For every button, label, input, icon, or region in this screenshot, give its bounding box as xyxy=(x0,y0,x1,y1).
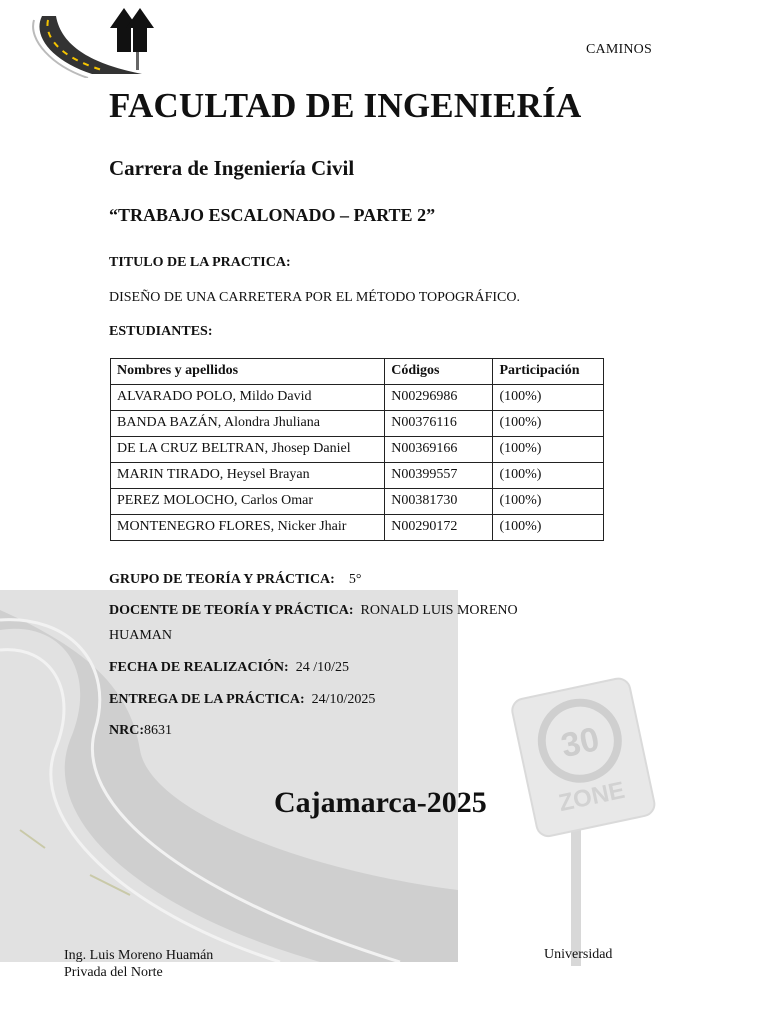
faculty-title: FACULTAD DE INGENIERÍA xyxy=(109,86,582,125)
delivery-line xyxy=(109,692,375,708)
student-code: N00381730 xyxy=(385,489,493,515)
student-name: ALVARADO POLO, Mildo David xyxy=(111,385,385,411)
student-name: PEREZ MOLOCHO, Carlos Omar xyxy=(111,489,385,515)
date-label: FECHA DE REALIZACIÓN: xyxy=(109,660,289,675)
table-row xyxy=(111,411,604,437)
table-header-row xyxy=(111,359,604,385)
student-participation: (100%) xyxy=(493,489,604,515)
student-code: N00369166 xyxy=(385,437,493,463)
table-row xyxy=(111,489,604,515)
sign-word: ZONE xyxy=(556,776,628,818)
student-participation: (100%) xyxy=(493,437,604,463)
students-table xyxy=(110,358,604,541)
student-name: MONTENEGRO FLORES, Nicker Jhair xyxy=(111,515,385,541)
footer-right: Universidad xyxy=(544,947,613,962)
student-participation: (100%) xyxy=(493,385,604,411)
student-name: BANDA BAZÁN, Alondra Jhuliana xyxy=(111,411,385,437)
table-header-cell: Códigos xyxy=(385,359,493,385)
sign-number: 30 xyxy=(557,720,603,766)
table-header-cell: Participación xyxy=(493,359,604,385)
student-code: N00376116 xyxy=(385,411,493,437)
student-participation: (100%) xyxy=(493,411,604,437)
city-year: Cajamarca-2025 xyxy=(274,786,487,819)
table-row xyxy=(111,515,604,541)
delivery-value: 24/10/2025 xyxy=(311,692,376,707)
student-participation: (100%) xyxy=(493,463,604,489)
teacher-value-continued: HUAMAN xyxy=(109,628,172,643)
teacher-label: DOCENTE DE TEORÍA Y PRÁCTICA: xyxy=(109,603,354,618)
group-label: GRUPO DE TEORÍA Y PRÁCTICA: xyxy=(109,572,335,587)
road-background-image xyxy=(0,590,458,962)
student-participation: (100%) xyxy=(493,515,604,541)
practice-title: DISEÑO DE UNA CARRETERA POR EL MÉTODO TOPOGRÁFICO. xyxy=(109,290,520,305)
career-name: Carrera de Ingeniería Civil xyxy=(109,156,355,180)
date-value: 24 /10/25 xyxy=(295,660,349,675)
header-label: CAMINOS xyxy=(586,42,652,57)
delivery-label: ENTREGA DE LA PRÁCTICA: xyxy=(109,692,305,707)
footer-left xyxy=(64,947,213,981)
date-line xyxy=(109,660,349,676)
speed-sign-background-image xyxy=(505,676,665,966)
footer-left-line2: Privada del Norte xyxy=(64,965,163,980)
teacher-value: RONALD LUIS MORENO xyxy=(360,603,518,618)
nrc-line xyxy=(109,723,172,739)
table-header-cell: Nombres y apellidos xyxy=(111,359,385,385)
group-line xyxy=(109,572,361,588)
table-row xyxy=(111,437,604,463)
table-row xyxy=(111,385,604,411)
student-code: N00399557 xyxy=(385,463,493,489)
student-name: MARIN TIRADO, Heysel Brayan xyxy=(111,463,385,489)
student-code: N00296986 xyxy=(385,385,493,411)
student-code: N00290172 xyxy=(385,515,493,541)
road-logo-icon xyxy=(32,6,162,78)
teacher-line xyxy=(109,603,518,619)
work-title: “TRABAJO ESCALONADO – PARTE 2” xyxy=(109,205,436,225)
student-name: DE LA CRUZ BELTRAN, Jhosep Daniel xyxy=(111,437,385,463)
group-value: 5° xyxy=(348,572,362,587)
practice-label: TITULO DE LA PRACTICA: xyxy=(109,255,291,270)
students-label: ESTUDIANTES: xyxy=(109,324,213,339)
footer-left-line1: Ing. Luis Moreno Huamán xyxy=(64,948,214,963)
nrc-value: 8631 xyxy=(144,723,172,738)
nrc-label: NRC: xyxy=(109,723,144,738)
table-row xyxy=(111,463,604,489)
